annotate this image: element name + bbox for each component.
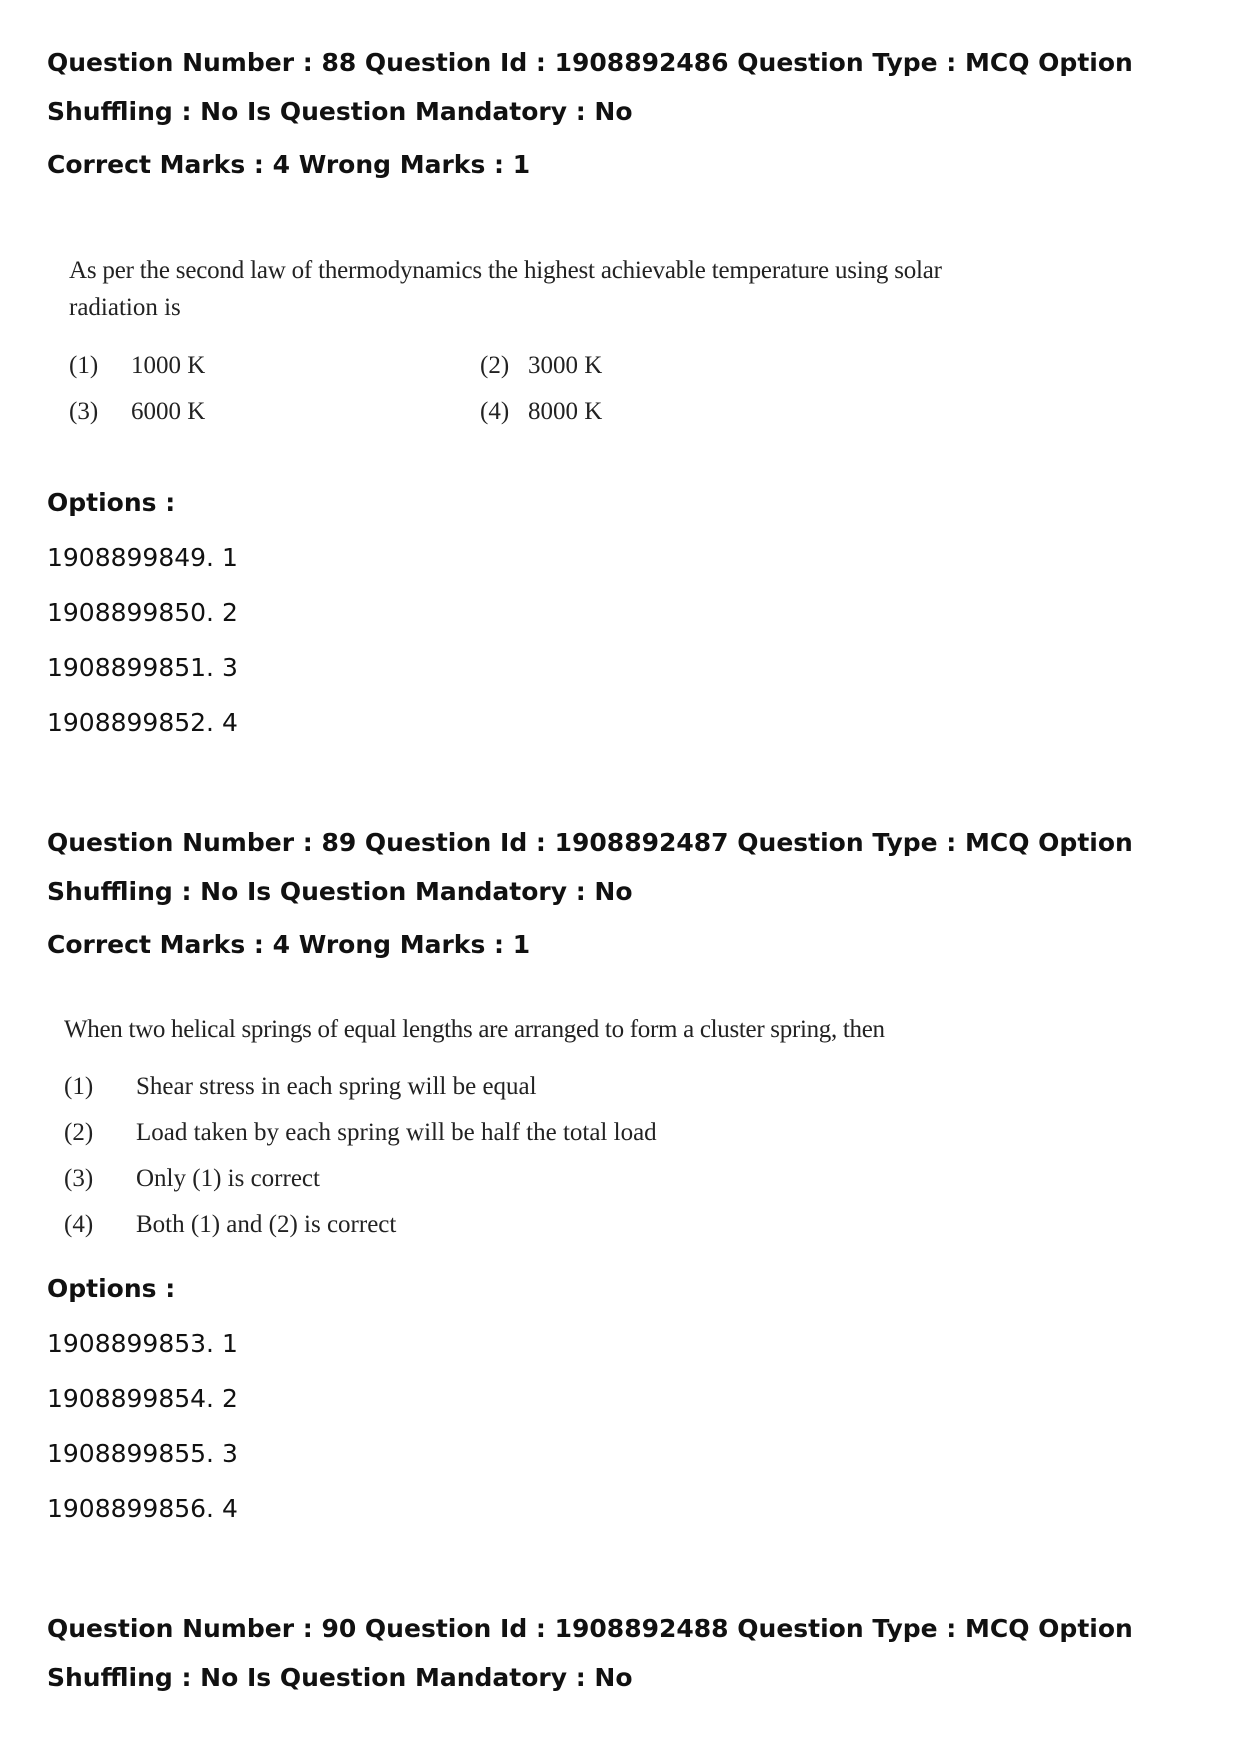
question-89-option-3: 1908899855. 3 xyxy=(47,1439,238,1468)
question-89-choice-2 xyxy=(64,1119,657,1147)
choice-text: Load taken by each spring will be half the total load xyxy=(136,1119,657,1146)
choice-number: (4) xyxy=(64,1211,94,1238)
choice-number: (2) xyxy=(64,1119,94,1146)
choice-text: 8000 K xyxy=(528,398,603,425)
question-88-text-line1: As per the second law of thermodynamics the highest achievable temperature using solar xyxy=(69,257,942,284)
question-88-marks: Correct Marks : 4 Wrong Marks : 1 xyxy=(47,150,531,179)
question-89-choice-3 xyxy=(64,1165,320,1193)
question-88-text-line2: radiation is xyxy=(69,294,181,321)
question-88-option-4: 1908899852. 4 xyxy=(47,708,238,737)
question-88-choice-1 xyxy=(69,352,206,380)
choice-number: (1) xyxy=(64,1073,94,1100)
choice-text: 1000 K xyxy=(131,352,206,379)
choice-number: (2) xyxy=(480,352,510,379)
question-89-options-label: Options : xyxy=(47,1274,176,1303)
question-89-choice-4 xyxy=(64,1211,397,1239)
question-90-header: Question Number : 90 Question Id : 1908892488 Question Type : MCQ Option Shuffling : No Is Question Mandatory : No xyxy=(47,1614,1133,1692)
question-89-option-2: 1908899854. 2 xyxy=(47,1384,238,1413)
question-89-option-4: 1908899856. 4 xyxy=(47,1494,238,1523)
question-88-choice-3 xyxy=(69,398,206,426)
choice-text: Only (1) is correct xyxy=(136,1165,320,1192)
choice-text: 3000 K xyxy=(528,352,603,379)
question-89-text: When two helical springs of equal lengths are arranged to form a cluster spring, then xyxy=(64,1016,885,1043)
choice-text: Both (1) and (2) is correct xyxy=(136,1211,397,1238)
choice-number: (4) xyxy=(480,398,510,425)
question-89-option-1: 1908899853. 1 xyxy=(47,1329,238,1358)
choice-number: (3) xyxy=(69,398,99,425)
choice-text: 6000 K xyxy=(131,398,206,425)
choice-text: Shear stress in each spring will be equal xyxy=(136,1073,537,1100)
question-88-options-label: Options : xyxy=(47,488,176,517)
question-88-choice-4 xyxy=(480,398,603,426)
question-89-header: Question Number : 89 Question Id : 1908892487 Question Type : MCQ Option Shuffling : No Is Question Mandatory : No xyxy=(47,828,1133,906)
question-88-option-2: 1908899850. 2 xyxy=(47,598,238,627)
question-88-option-1: 1908899849. 1 xyxy=(47,543,238,572)
question-88-option-3: 1908899851. 3 xyxy=(47,653,238,682)
choice-number: (1) xyxy=(69,352,99,379)
question-89-marks: Correct Marks : 4 Wrong Marks : 1 xyxy=(47,930,531,959)
question-88-header: Question Number : 88 Question Id : 1908892486 Question Type : MCQ Option Shuffling : No Is Question Mandatory : No xyxy=(47,48,1133,126)
choice-number: (3) xyxy=(64,1165,94,1192)
question-89-choice-1 xyxy=(64,1073,537,1101)
question-88-choice-2 xyxy=(480,352,603,380)
